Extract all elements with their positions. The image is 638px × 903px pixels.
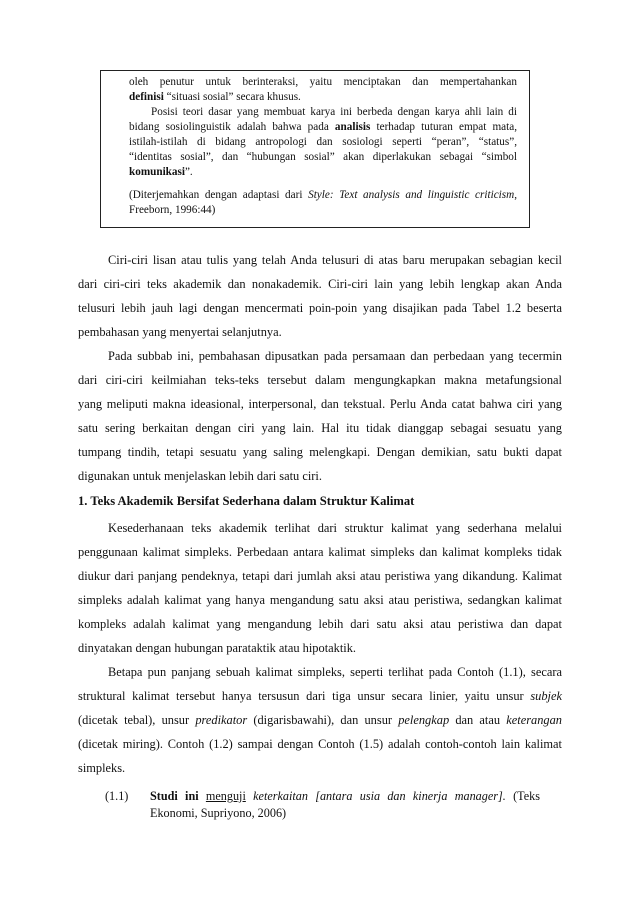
quote-source: (Diterjemahkan dengan adaptasi dari Style: Text analysis and linguistic criticism, — [129, 189, 517, 201]
quote-source: Freeborn, 1996:44) — [129, 204, 216, 216]
quote-line: Posisi teori dasar yang membuat karya ini berbeda dengan karya ahli lain di — [151, 106, 517, 118]
paragraph-line: telusuri lebih jauh lagi dengan mencermati poin-poin yang disajikan pada Tabel 1.2 beserta — [78, 301, 562, 315]
paragraph-line: simpleks. — [78, 761, 126, 775]
paragraph-line: yang meliputi makna ideasional, interpersonal, dan tekstual. Perlu Anda catat bahwa ciri yang — [78, 397, 562, 411]
paragraph-line: simpleks adalah kalimat yang hanya mengandung satu aksi atau peristiwa, sedangkan kalimat — [78, 593, 562, 607]
quote-line: oleh penutur untuk berinteraksi, yaitu menciptakan dan mempertahankan — [129, 76, 517, 88]
paragraph-line: dinyatakan dengan hubungan parataktik atau hipotaktik. — [78, 641, 357, 655]
example-number: (1.1) — [105, 789, 129, 803]
example-sentence: Studi ini menguji keterkaitan [antara usia dan kinerja manager]. (Teks — [150, 789, 540, 803]
paragraph-line: diukur dari panjang pendeknya, tetapi dari jumlah aksi atau peristiwa yang dikandung. Kalimat — [78, 569, 562, 583]
paragraph-line: dari ciri-ciri teks akademik dan nonakademik. Ciri-ciri lain yang lebih lengkap akan Anda — [78, 277, 562, 291]
paragraph-line: dari ciri-ciri keilmiahan teks-teks tersebut dalam mengungkapkan makna metafungsional — [78, 373, 562, 387]
quote-box — [100, 70, 530, 228]
quote-line: istilah-istilah di bidang antropologi dan sosiologi seperti “peran”, “status”, — [129, 136, 517, 148]
quote-line: definisi “situasi sosial” secara khusus. — [129, 91, 301, 103]
quote-line: “identitas sosial”, dan “hubungan sosial” akan diperlakukan sebagai “simbol — [129, 151, 517, 163]
quote-line: bidang sosiolinguistik adalah bahwa pada analisis terhadap tuturan empat mata, — [129, 121, 517, 133]
paragraph-line: tumpang tindih, tetapi sesuatu yang saling melengkapi. Dengan demikian, satu bukti dapat — [78, 445, 562, 459]
paragraph-line: struktural kalimat tersebut hanya tersusun dari tiga unsur secara linier, yaitu unsur subjek — [78, 689, 562, 703]
paragraph-line: Pada subbab ini, pembahasan dipusatkan pada persamaan dan perbedaan yang tecermin — [108, 349, 562, 363]
example-source: Ekonomi, Supriyono, 2006) — [150, 806, 287, 820]
section-heading: 1. Teks Akademik Bersifat Sederhana dalam Struktur Kalimat — [78, 494, 415, 508]
paragraph-line: satu sering berkaitan dengan ciri yang lain. Hal itu tidak dianggap sebagai sesuatu yang — [78, 421, 562, 435]
paragraph-line: (dicetak miring). Contoh (1.2) sampai dengan Contoh (1.5) adalah contoh-contoh lain kalimat — [78, 737, 562, 751]
paragraph-line: Betapa pun panjang sebuah kalimat simpleks, seperti terlihat pada Contoh (1.1), secara — [108, 665, 562, 679]
paragraph-line: (dicetak tebal), unsur predikator (digarisbawahi), dan unsur pelengkap dan atau keterangan — [78, 713, 562, 727]
paragraph-line: digunakan untuk menjelaskan lebih dari satu ciri. — [78, 469, 322, 483]
paragraph-line: kompleks adalah kalimat yang mengandung lebih dari satu aksi atau peristiwa dan dapat — [78, 617, 562, 631]
paragraph-line: pembahasan yang menyertai selanjutnya. — [78, 325, 282, 339]
paragraph-line: Ciri-ciri lisan atau tulis yang telah Anda telusuri di atas baru merupakan sebagian kecil — [108, 253, 562, 267]
paragraph-line: penggunaan kalimat simpleks. Perbedaan antara kalimat simpleks dan kalimat kompleks tidak — [78, 545, 562, 559]
quote-line: komunikasi”. — [129, 166, 193, 178]
paragraph-line: Kesederhanaan teks akademik terlihat dari struktur kalimat yang sederhana melalui — [108, 521, 562, 535]
